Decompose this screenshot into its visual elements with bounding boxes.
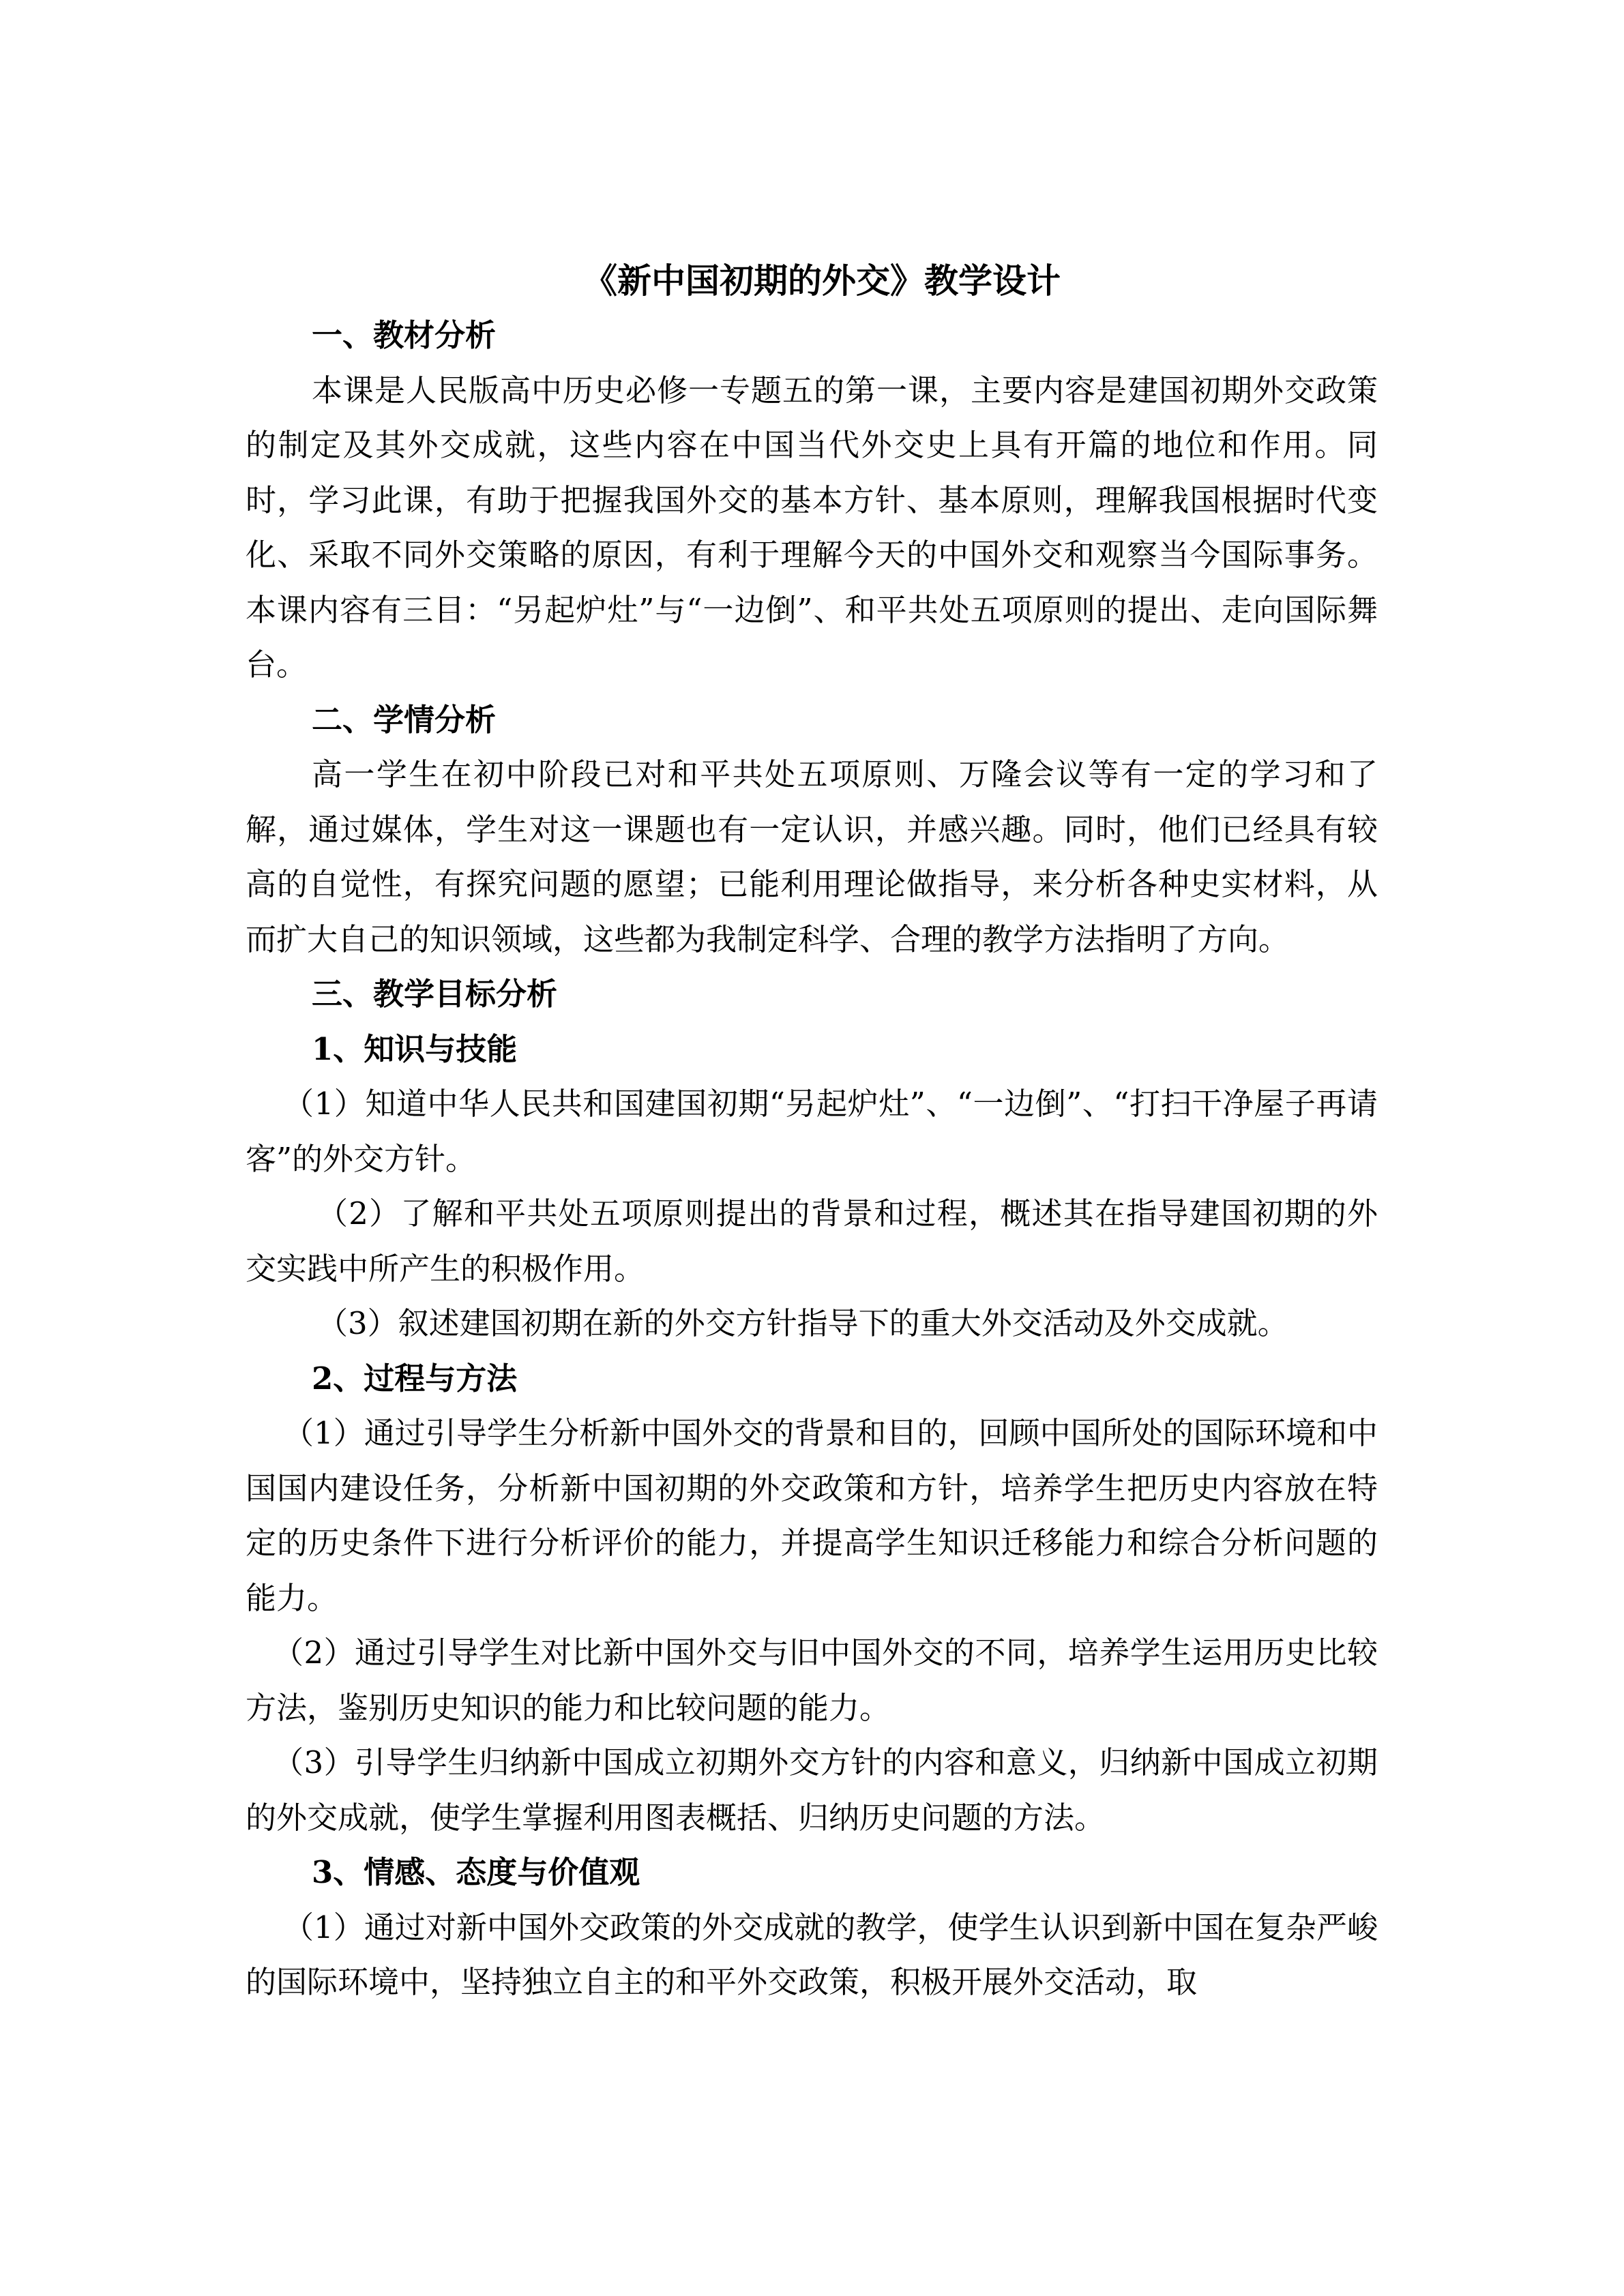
paragraph-textbook-analysis: 本课是人民版高中历史必修一专题五的第一课，主要内容是建国初期外交政策的制定及其外交成就，这些内容在中国当代外交史上具有开篇的地位和作用。同时，学习此课，有助于把握我国外交的基本方针、基本原则，理解我国根据时代变化、采取不同外交策略的原因，有利于理解今天的中国外交和观察当今国际事务。本课内容有三目：“另起炉灶”与“一边倒”、和平共处五项原则的提出、走向国际舞台。 [246,372,1378,683]
objective-item: （3）引导学生归纳新中国成立初期外交方针的内容和意义，归纳新中国成立初期的外交成就，使学生掌握利用图表概括、归纳历史问题的方法。 [246,1744,1378,1836]
subsection-heading-process-methods: 2、过程与方法 [312,1360,518,1397]
objective-item: （1）通过引导学生分析新中国外交的背景和目的，回顾中国所处的国际环境和中国国内建设任务，分析新中国初期的外交政策和方针，培养学生把历史内容放在特定的历史条件下进行分析评价的能力，并提高学生知识迁移能力和综合分析问题的能力。 [246,1415,1378,1616]
document-body [246,254,1378,2010]
section-heading-student-analysis: 二、学情分析 [312,701,497,738]
objective-item: （1）知道中华人民共和国建国初期“另起炉灶”、“一边倒”、“打扫干净屋子再请客”的外交方针。 [246,1086,1378,1177]
subsection-heading-knowledge-skills: 1、知识与技能 [312,1030,518,1067]
objective-item: （2）了解和平共处五项原则提出的背景和过程，概述其在指导建国初期的外交实践中所产生的积极作用。 [246,1195,1378,1287]
section-heading-objectives: 三、教学目标分析 [312,976,558,1012]
objective-item: （3）叙述建国初期在新的外交方针指导下的重大外交活动及外交成就。 [317,1305,1288,1341]
objective-item: （2）通过引导学生对比新中国外交与旧中国外交的不同，培养学生运用历史比较方法，鉴别历史知识的能力和比较问题的能力。 [246,1635,1378,1726]
subsection-heading-emotion-values: 3、情感、态度与价值观 [312,1854,640,1890]
section-heading-textbook-analysis: 一、教材分析 [312,317,497,353]
paragraph-student-analysis: 高一学生在初中阶段已对和平共处五项原则、万隆会议等有一定的学习和了解，通过媒体，学生对这一课题也有一定认识，并感兴趣。同时，他们已经具有较高的自觉性，有探究问题的愿望；已能利用理论做指导，来分析各种史实材料，从而扩大自己的知识领域，这些都为我制定科学、合理的教学方法指明了方向。 [246,756,1378,957]
document-title: 《新中国初期的外交》教学设计 [583,260,1061,301]
objective-item: （1）通过对新中国外交政策的外交成就的教学，使学生认识到新中国在复杂严峻的国际环境中，坚持独立自主的和平外交政策，积极开展外交活动，取 [246,1909,1378,2000]
